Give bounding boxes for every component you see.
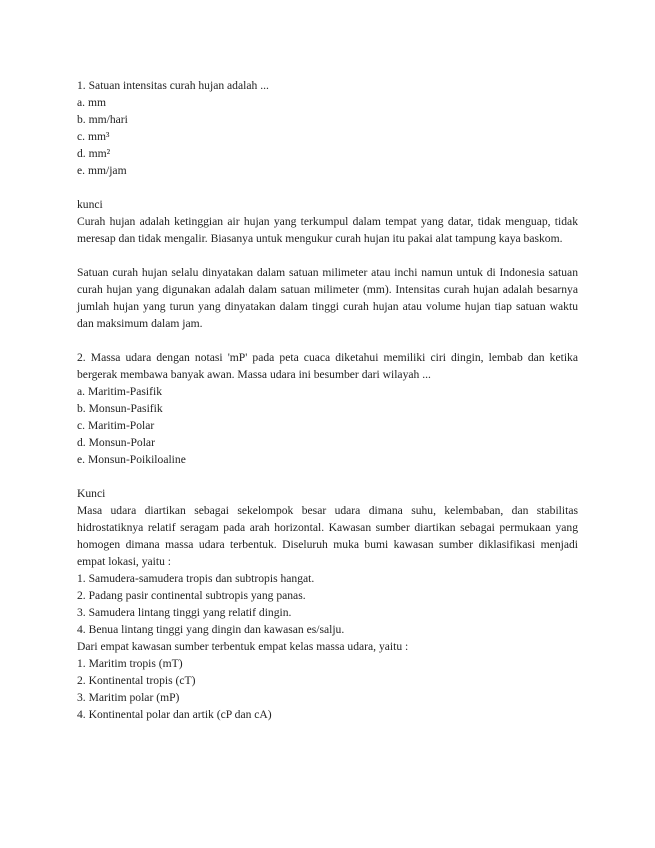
option-b: b. mm/hari bbox=[77, 113, 128, 126]
option-d: d. mm² bbox=[77, 147, 111, 160]
question-1-key-label: kunci bbox=[77, 198, 103, 211]
option-a: a. Maritim-Pasifik bbox=[77, 385, 163, 398]
source-region-item: 4. Benua lintang tinggi yang dingin dan kawasan es/salju. bbox=[77, 623, 345, 636]
air-mass-class-item: 2. Kontinental tropis (cT) bbox=[77, 674, 196, 687]
source-region-item: 3. Samudera lintang tinggi yang relatif dingin. bbox=[77, 606, 292, 619]
spacer bbox=[77, 332, 578, 349]
air-mass-class-item: 3. Maritim polar (mP) bbox=[77, 691, 180, 704]
option-d: d. Monsun-Polar bbox=[77, 436, 155, 449]
option-b: b. Monsun-Pasifik bbox=[77, 402, 163, 415]
question-2-explanation: Masa udara diartikan sebagai sekelompok besar udara dimana suhu, kelembaban, dan stabilitas hidrostatiknya relatif seragam pada arah horizontal. Kawasan sumber diartikan sebagai permukaan yang homogen dimana massa udara terbentuk. Diseluruh muka bumi kawasan sumber diklasifikasi menjadi empat lokasi, yaitu : bbox=[77, 504, 578, 568]
question-2-text: 2. Massa udara dengan notasi 'mP' pada peta cuaca diketahui memiliki ciri dingin, lembab dan ketika bergerak membawa banyak awan. Massa udara ini besumber dari wilayah ... bbox=[77, 351, 578, 381]
source-region-item: 2. Padang pasir continental subtropis yang panas. bbox=[77, 589, 306, 602]
option-c: c. mm³ bbox=[77, 130, 110, 143]
spacer bbox=[77, 468, 578, 485]
option-e: e. mm/jam bbox=[77, 164, 127, 177]
question-2-key-label: Kunci bbox=[77, 487, 106, 500]
question-1-text: 1. Satuan intensitas curah hujan adalah ... bbox=[77, 79, 269, 92]
air-mass-classes-intro: Dari empat kawasan sumber terbentuk empat kelas massa udara, yaitu : bbox=[77, 640, 409, 653]
spacer bbox=[77, 247, 578, 264]
question-1-options bbox=[77, 94, 578, 179]
source-regions-list bbox=[77, 570, 578, 638]
source-region-item: 1. Samudera-samudera tropis dan subtropis hangat. bbox=[77, 572, 315, 585]
option-a: a. mm bbox=[77, 96, 106, 109]
air-mass-class-item: 1. Maritim tropis (mT) bbox=[77, 657, 183, 670]
option-e: e. Monsun-Poikiloaline bbox=[77, 453, 186, 466]
document-page bbox=[77, 77, 578, 723]
air-mass-class-item: 4. Kontinental polar dan artik (cP dan cA) bbox=[77, 708, 272, 721]
option-c: c. Maritim-Polar bbox=[77, 419, 155, 432]
question-2-options bbox=[77, 383, 578, 468]
question-1-explanation-paragraph-2: Satuan curah hujan selalu dinyatakan dalam satuan milimeter atau inchi namun untuk di Indonesia satuan curah hujan yang digunakan adalah dalam satuan milimeter (mm). Intensitas curah hujan adalah besarnya jumlah hujan yang turun yang dinyatakan dalam tinggi curah hujan atau volume hujan tiap satuan waktu dan maksimum dalam jam. bbox=[77, 266, 578, 330]
question-1-explanation-paragraph-1: Curah hujan adalah ketinggian air hujan yang terkumpul dalam tempat yang datar, tidak menguap, tidak meresap dan tidak mengalir. Biasanya untuk mengukur curah hujan itu pakai alat tampung kaya baskom. bbox=[77, 215, 578, 245]
air-mass-classes-list bbox=[77, 655, 578, 723]
spacer bbox=[77, 179, 578, 196]
